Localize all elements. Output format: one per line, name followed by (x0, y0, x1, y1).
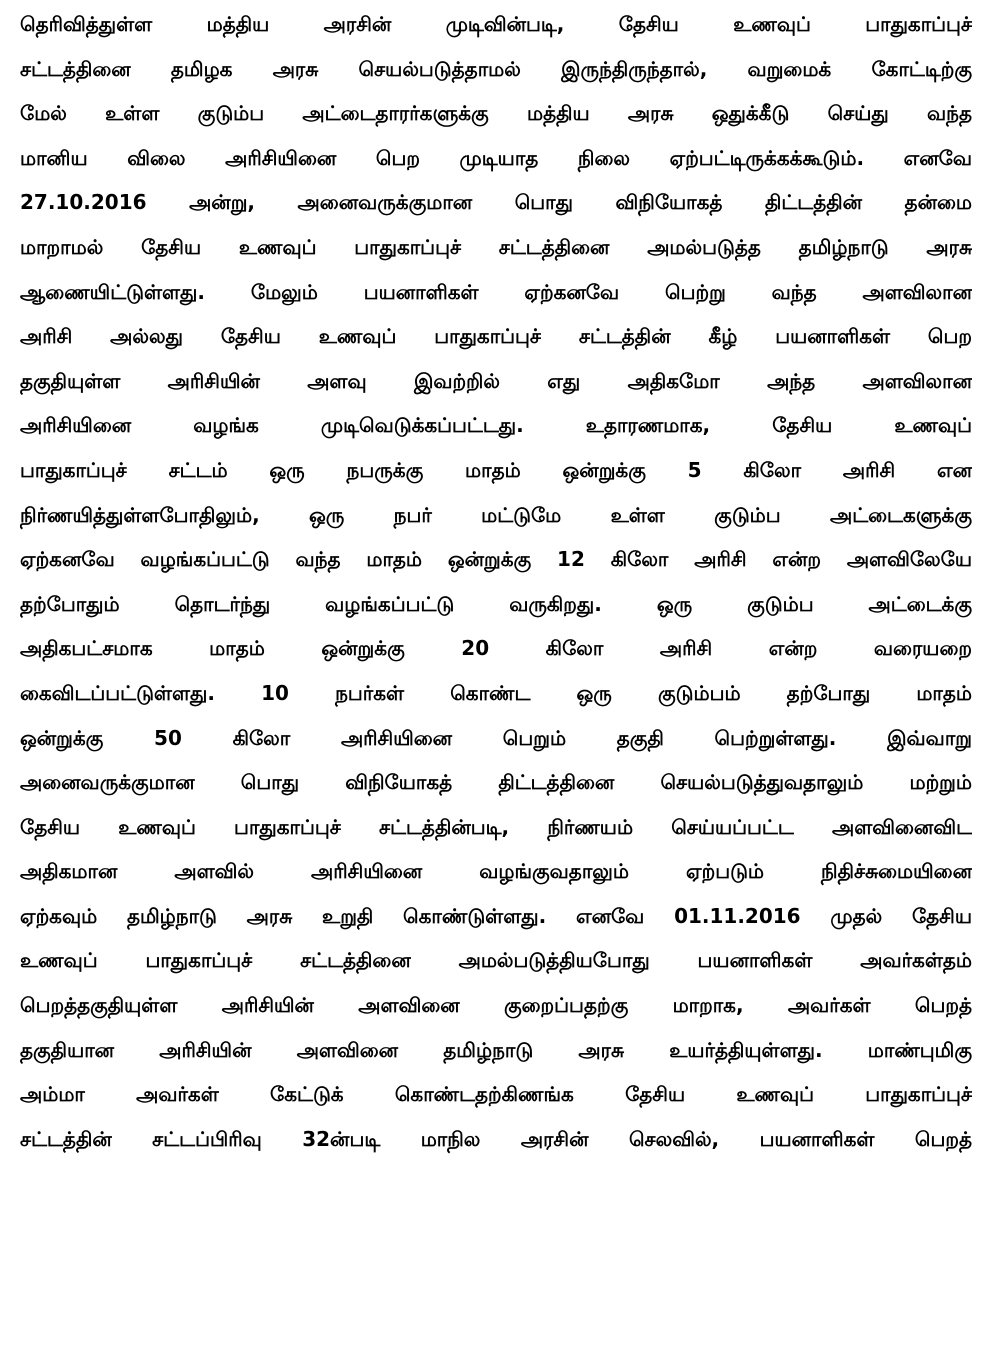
text-line: அதிகபட்சமாக மாதம் ஒன்றுக்கு 20 கிலோ அரிசி என்ற வரையறை (20, 636, 972, 661)
body-paragraph (20, 0, 972, 1161)
text-line: அதிகமான அளவில் அரிசியினை வழங்குவதாலும் ஏற்படும் நிதிச்சுமையினை (20, 859, 972, 884)
text-line: அரிசி அல்லது தேசிய உணவுப் பாதுகாப்புச் சட்டத்தின் கீழ் பயனாளிகள் பெற (20, 324, 972, 349)
text-line: தகுதியுள்ள அரிசியின் அளவு இவற்றில் எது அதிகமோ அந்த அளவிலான (20, 368, 972, 393)
text-line: தற்போதும் தொடர்ந்து வழங்கப்பட்டு வருகிறது. ஒரு குடும்ப அட்டைக்கு (20, 591, 972, 616)
text-line: மாறாமல் தேசிய உணவுப் பாதுகாப்புச் சட்டத்தினை அமல்படுத்த தமிழ்நாடு அரசு (20, 234, 972, 259)
text-line: சட்டத்தின் சட்டப்பிரிவு 32ன்படி மாநில அரசின் செலவில், பயனாளிகள் பெறத் (20, 1126, 972, 1151)
document-page (20, 0, 972, 1350)
text-line: சட்டத்தினை தமிழக அரசு செயல்படுத்தாமல் இருந்திருந்தால், வறுமைக் கோட்டிற்கு (20, 56, 972, 81)
text-line: அரிசியினை வழங்க முடிவெடுக்கப்பட்டது. உதாரணமாக, தேசிய உணவுப் (20, 413, 972, 438)
text-line: அனைவருக்குமான பொது விநியோகத் திட்டத்தினை செயல்படுத்துவதாலும் மற்றும் (20, 770, 972, 795)
text-line: அம்மா அவர்கள் கேட்டுக் கொண்டதற்கிணங்க தேசிய உணவுப் பாதுகாப்புச் (20, 1082, 972, 1107)
text-line: ஒன்றுக்கு 50 கிலோ அரிசியினை பெறும் தகுதி பெற்றுள்ளது. இவ்வாறு (20, 725, 972, 750)
text-line: மேல் உள்ள குடும்ப அட்டைதாரர்களுக்கு மத்திய அரசு ஒதுக்கீடு செய்து வந்த (20, 101, 972, 126)
text-line: நிர்ணயித்துள்ளபோதிலும், ஒரு நபர் மட்டுமே உள்ள குடும்ப அட்டைகளுக்கு (20, 502, 972, 527)
text-line: உணவுப் பாதுகாப்புச் சட்டத்தினை அமல்படுத்தியபோது பயனாளிகள் அவர்கள்தம் (20, 948, 972, 973)
text-line: தேசிய உணவுப் பாதுகாப்புச் சட்டத்தின்படி, நிர்ணயம் செய்யப்பட்ட அளவினைவிட (20, 814, 972, 839)
text-line: கைவிடப்பட்டுள்ளது. 10 நபர்கள் கொண்ட ஒரு குடும்பம் தற்போது மாதம் (20, 680, 972, 705)
text-line: 27.10.2016 அன்று, அனைவருக்குமான பொது விநியோகத் திட்டத்தின் தன்மை (20, 190, 972, 215)
text-line: தெரிவித்துள்ள மத்திய அரசின் முடிவின்படி, தேசிய உணவுப் பாதுகாப்புச் (20, 12, 972, 36)
text-line: ஏற்கனவே வழங்கப்பட்டு வந்த மாதம் ஒன்றுக்கு 12 கிலோ அரிசி என்ற அளவிலேயே (20, 547, 972, 572)
text-line: பாதுகாப்புச் சட்டம் ஒரு நபருக்கு மாதம் ஒன்றுக்கு 5 கிலோ அரிசி என (20, 457, 972, 482)
text-line: ஏற்கவும் தமிழ்நாடு அரசு உறுதி கொண்டுள்ளது. எனவே 01.11.2016 முதல் தேசிய (20, 903, 972, 928)
text-line: மானிய விலை அரிசியினை பெற முடியாத நிலை ஏற்பட்டிருக்கக்கூடும். எனவே (20, 145, 972, 170)
text-line: பெறத்தகுதியுள்ள அரிசியின் அளவினை குறைப்பதற்கு மாறாக, அவர்கள் பெறத் (20, 993, 972, 1018)
text-line: ஆணையிட்டுள்ளது. மேலும் பயனாளிகள் ஏற்கனவே பெற்று வந்த அளவிலான (20, 279, 972, 304)
text-line: தகுதியான அரிசியின் அளவினை தமிழ்நாடு அரசு உயர்த்தியுள்ளது. மாண்புமிகு (20, 1037, 972, 1062)
